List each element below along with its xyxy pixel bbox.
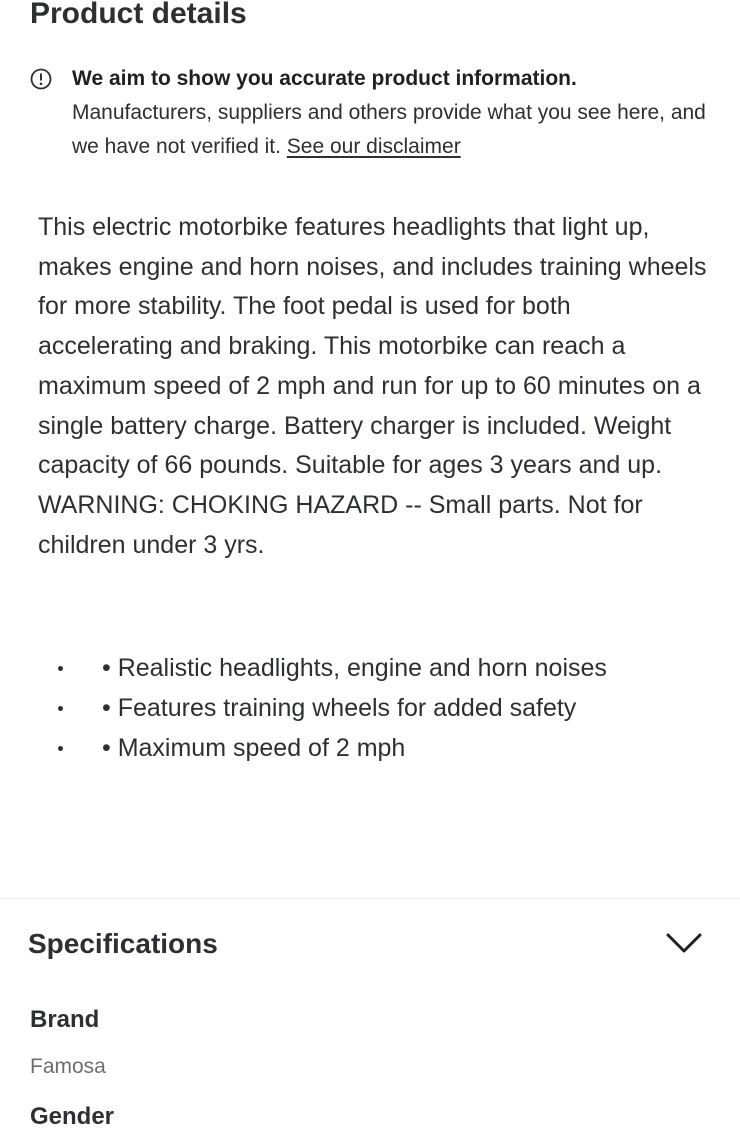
feature-text: • Realistic headlights, engine and horn noises [102, 654, 607, 682]
specifications-toggle[interactable] [28, 918, 708, 972]
bullet-icon [58, 666, 63, 671]
feature-list [38, 648, 607, 768]
section-divider [0, 898, 740, 899]
list-item [38, 648, 607, 688]
bullet-icon [58, 746, 63, 751]
notice-body: Manufacturers, suppliers and others provide what you see here, and we have not verified it. [72, 101, 706, 158]
bullet-icon [58, 706, 63, 711]
feature-text: • Maximum speed of 2 mph [102, 734, 406, 762]
page-title: Product details [30, 0, 247, 30]
info-icon [30, 68, 52, 90]
spec-label-gender: Gender [30, 1103, 115, 1130]
disclaimer-link[interactable]: See our disclaimer [286, 135, 461, 158]
chevron-down-icon[interactable] [666, 932, 702, 954]
list-item [38, 688, 607, 728]
notice-heading: We aim to show you accurate product information. [72, 67, 577, 90]
feature-text: • Features training wheels for added safety [102, 694, 577, 722]
notice-text [72, 62, 712, 164]
spec-value-brand: Famosa [30, 1055, 106, 1078]
specifications-title: Specifications [28, 928, 218, 959]
list-item [38, 728, 607, 768]
product-description: This electric motorbike features headlights that light up, makes engine and horn noises, and includes training wheels for more stability. The foot pedal is used for both accelerating and braking. This motorbike can reach a maximum speed of 2 mph and run for up to 60 minutes on a single battery charge. Battery charger is included. Weight capacity of 66 pounds. Suitable for ages 3 years and up. WARNING: CHOKING HAZARD -- Small parts. Not for children under 3 yrs. [38, 213, 707, 559]
spec-label-brand: Brand [30, 1006, 100, 1033]
